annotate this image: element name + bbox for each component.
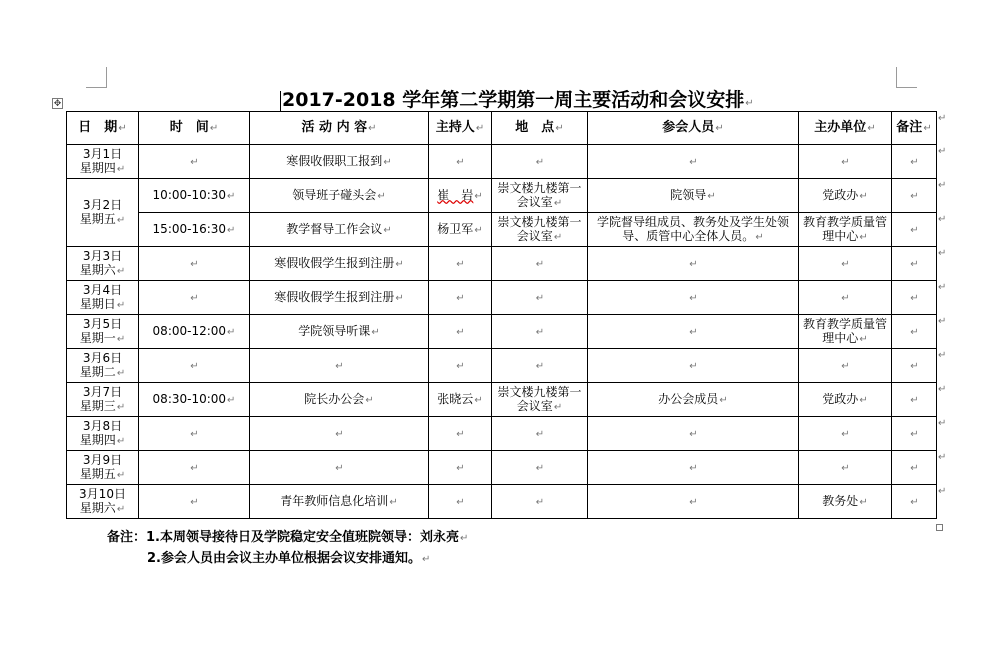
cell-end-mark-icon: ↵ (377, 190, 386, 202)
note-line-2-text: 2.参会人员由会议主办单位根据会议安排通知。 (147, 551, 421, 566)
host-cell[interactable] (429, 179, 492, 213)
cell-end-mark-icon: ↵ (859, 333, 868, 345)
time-cell[interactable] (139, 247, 250, 281)
table-row (67, 485, 937, 519)
organizer-cell[interactable] (799, 247, 892, 281)
weekday-text: 星期五 (79, 466, 116, 481)
weekday-text: 星期二 (79, 364, 116, 379)
cell-end-mark-icon: ↵ (190, 292, 199, 304)
date-text: 3月8日 (82, 418, 123, 433)
cell-end-mark-icon: ↵ (910, 292, 919, 304)
cell-end-mark-icon: ↵ (383, 224, 392, 236)
cell-end-mark-icon: ↵ (689, 496, 698, 508)
date-text: 3月4日 (82, 282, 123, 297)
document-title (280, 88, 754, 112)
cell-end-mark-icon: ↵ (689, 258, 698, 270)
table-row (67, 281, 937, 315)
remark-cell[interactable] (892, 213, 937, 247)
time-cell[interactable]: 08:30-10:00↵ (139, 383, 250, 417)
cell-end-mark-icon: ↵ (910, 224, 919, 236)
cell-end-mark-icon: ↵ (116, 367, 126, 379)
cell-end-mark-icon: ↵ (689, 156, 698, 168)
cell-end-mark-icon: ↵ (190, 258, 199, 270)
page-corner-top-left (86, 67, 107, 88)
attendees-cell[interactable]: 院领导↵ (588, 179, 799, 213)
activity-cell[interactable]: 寒假收假学生报到注册↵ (250, 281, 429, 315)
table-row (67, 213, 937, 247)
cell-end-mark-icon: ↵ (867, 122, 876, 134)
cell-end-mark-icon: ↵ (535, 462, 545, 474)
attendees-cell[interactable] (588, 145, 799, 179)
cell-end-mark-icon: ↵ (395, 292, 404, 304)
place-cell[interactable] (492, 349, 588, 383)
schedule-table (66, 111, 937, 519)
remark-cell[interactable] (892, 179, 937, 213)
cell-end-mark-icon: ↵ (535, 258, 545, 270)
place-cell[interactable] (492, 451, 588, 485)
cell-end-mark-icon: ↵ (227, 326, 236, 338)
remark-cell[interactable] (892, 281, 937, 315)
organizer-cell[interactable] (799, 451, 892, 485)
place-cell[interactable] (492, 485, 588, 519)
cell-end-mark-icon: ↵ (689, 462, 698, 474)
cell-end-mark-icon: ↵ (116, 265, 126, 277)
note-line-1 (107, 528, 468, 549)
table-row (67, 315, 937, 349)
place-cell[interactable] (492, 281, 588, 315)
organizer-cell[interactable] (799, 145, 892, 179)
organizer-cell[interactable]: 教育教学质量管理中心↵ (799, 213, 892, 247)
text-cursor (280, 91, 281, 111)
cell-end-mark-icon: ↵ (841, 360, 850, 372)
header-attendees: 参会人员↵ (588, 112, 799, 145)
row-end-mark-icon: ↵ (938, 180, 947, 191)
row-end-mark-icon: ↵ (938, 248, 947, 259)
attendees-cell[interactable] (588, 281, 799, 315)
cell-end-mark-icon: ↵ (715, 122, 724, 134)
cell-end-mark-icon: ↵ (335, 428, 344, 440)
host-cell[interactable] (429, 451, 492, 485)
date-cell[interactable] (67, 485, 139, 519)
row-end-mark-icon: ↵ (938, 452, 947, 463)
cell-end-mark-icon: ↵ (689, 428, 698, 440)
place-cell[interactable] (492, 145, 588, 179)
attendees-cell[interactable] (588, 417, 799, 451)
row-end-mark-icon: ↵ (938, 350, 947, 361)
time-cell[interactable] (139, 281, 250, 315)
organizer-cell[interactable] (799, 349, 892, 383)
cell-end-mark-icon: ↵ (227, 394, 236, 406)
row-end-mark-icon: ↵ (938, 282, 947, 293)
remark-cell[interactable] (892, 247, 937, 281)
row-end-mark-icon: ↵ (938, 418, 947, 429)
cell-end-mark-icon: ↵ (116, 163, 126, 175)
date-cell[interactable] (67, 417, 139, 451)
cell-end-mark-icon: ↵ (859, 231, 868, 243)
cell-end-mark-icon: ↵ (474, 190, 483, 202)
cell-end-mark-icon: ↵ (841, 428, 850, 440)
cell-end-mark-icon: ↵ (475, 122, 485, 134)
table-row (67, 247, 937, 281)
cell-end-mark-icon: ↵ (535, 360, 545, 372)
remark-cell[interactable] (892, 417, 937, 451)
remark-cell[interactable] (892, 349, 937, 383)
activity-cell[interactable]: 领导班子碰头会↵ (250, 179, 429, 213)
organizer-cell[interactable]: 教育教学质量管理中心↵ (799, 315, 892, 349)
weekday-text: 星期日 (79, 296, 116, 311)
date-cell[interactable] (67, 179, 139, 247)
row-end-mark-icon: ↵ (938, 486, 947, 497)
row-end-mark-icon: ↵ (938, 146, 947, 157)
cell-end-mark-icon: ↵ (190, 428, 199, 440)
cell-end-mark-icon: ↵ (910, 496, 919, 508)
organizer-cell[interactable]: 教务处↵ (799, 485, 892, 519)
cell-end-mark-icon: ↵ (555, 122, 564, 134)
activity-cell[interactable]: 寒假收假职工报到↵ (250, 145, 429, 179)
cell-end-mark-icon: ↵ (116, 469, 126, 481)
weekday-text: 星期三 (79, 398, 116, 413)
weekday-text: 星期一 (79, 330, 116, 345)
date-cell[interactable] (67, 247, 139, 281)
time-cell[interactable] (139, 349, 250, 383)
activity-cell[interactable]: 教学督导工作会议↵ (250, 213, 429, 247)
cell-end-mark-icon: ↵ (190, 462, 199, 474)
cell-end-mark-icon: ↵ (910, 462, 919, 474)
cell-end-mark-icon: ↵ (474, 394, 483, 406)
date-text: 3月3日 (82, 248, 123, 263)
header-time: 时 间↵ (139, 112, 250, 145)
date-cell[interactable] (67, 145, 139, 179)
weekday-text: 星期四 (79, 160, 116, 175)
cell-end-mark-icon: ↵ (456, 462, 465, 474)
note-line-1-text: 备注：1.本周领导接待日及学院稳定安全值班院领导：刘永亮 (107, 530, 459, 545)
weekday-text: 星期四 (79, 432, 116, 447)
place-cell[interactable] (492, 315, 588, 349)
cell-end-mark-icon: ↵ (910, 394, 919, 406)
date-text: 3月10日 (79, 486, 126, 501)
row-end-mark-icon: ↵ (938, 113, 947, 124)
cell-end-mark-icon: ↵ (116, 333, 126, 345)
place-cell[interactable]: 崇文楼九楼第一会议室↵ (492, 213, 588, 247)
attendees-cell[interactable] (588, 349, 799, 383)
date-text: 3月9日 (82, 452, 123, 467)
cell-end-mark-icon: ↵ (227, 224, 236, 236)
remark-cell[interactable] (892, 451, 937, 485)
host-cell[interactable] (429, 281, 492, 315)
header-activity: 活 动 内 容↵ (250, 112, 429, 145)
cell-end-mark-icon: ↵ (535, 156, 545, 168)
organizer-cell[interactable] (799, 417, 892, 451)
cell-end-mark-icon: ↵ (227, 190, 236, 202)
cell-end-mark-icon: ↵ (535, 326, 545, 338)
activity-cell[interactable]: 学院领导听课↵ (250, 315, 429, 349)
row-end-mark-icon: ↵ (938, 316, 947, 327)
cell-end-mark-icon: ↵ (456, 360, 465, 372)
cell-end-mark-icon: ↵ (910, 428, 919, 440)
cell-end-mark-icon: ↵ (535, 428, 545, 440)
host-cell[interactable]: 张晓云↵ (429, 383, 492, 417)
cell-end-mark-icon: ↵ (841, 462, 850, 474)
header-remark: 备注↵ (892, 112, 937, 145)
cell-end-mark-icon: ↵ (209, 122, 219, 134)
host-cell[interactable] (429, 349, 492, 383)
cell-end-mark-icon: ↵ (689, 326, 698, 338)
cell-end-mark-icon: ↵ (371, 326, 380, 338)
cell-end-mark-icon: ↵ (335, 462, 344, 474)
cell-end-mark-icon: ↵ (190, 360, 199, 372)
cell-end-mark-icon: ↵ (335, 360, 344, 372)
host-cell[interactable] (429, 485, 492, 519)
cell-end-mark-icon: ↵ (116, 401, 126, 413)
activity-cell[interactable]: 寒假收假学生报到注册↵ (250, 247, 429, 281)
cell-end-mark-icon: ↵ (535, 292, 545, 304)
time-cell[interactable]: 08:00-12:00↵ (139, 315, 250, 349)
cell-end-mark-icon: ↵ (456, 258, 465, 270)
cell-end-mark-icon: ↵ (365, 394, 374, 406)
table-row (67, 451, 937, 485)
remark-cell[interactable] (892, 315, 937, 349)
page-corner-top-right (896, 67, 917, 88)
activity-cell[interactable] (250, 349, 429, 383)
weekday-text: 星期五 (79, 211, 116, 226)
cell-end-mark-icon: ↵ (910, 326, 919, 338)
notes-block (107, 528, 468, 570)
table-row (67, 179, 937, 213)
header-date: 日 期↵ (67, 112, 139, 145)
cell-end-mark-icon: ↵ (116, 299, 126, 311)
header-host: 主持人↵ (429, 112, 492, 145)
weekday-text: 星期六 (79, 500, 116, 515)
cell-end-mark-icon: ↵ (841, 292, 850, 304)
date-text: 3月6日 (82, 350, 123, 365)
row-end-mark-icon: ↵ (938, 214, 947, 225)
organizer-cell[interactable] (799, 281, 892, 315)
table-row (67, 145, 937, 179)
table-row (67, 349, 937, 383)
host-cell[interactable] (429, 315, 492, 349)
date-cell[interactable] (67, 315, 139, 349)
date-text: 3月5日 (82, 316, 123, 331)
activity-cell[interactable] (250, 451, 429, 485)
weekday-text: 星期六 (79, 262, 116, 277)
cell-end-mark-icon: ↵ (910, 190, 919, 202)
organizer-cell[interactable]: 党政办↵ (799, 383, 892, 417)
time-cell[interactable]: 10:00-10:30↵ (139, 179, 250, 213)
cell-end-mark-icon: ↵ (923, 122, 932, 134)
remark-cell[interactable] (892, 383, 937, 417)
cell-end-mark-icon: ↵ (456, 496, 465, 508)
attendees-cell[interactable] (588, 485, 799, 519)
activity-cell[interactable]: 院长办公会↵ (250, 383, 429, 417)
time-cell[interactable] (139, 451, 250, 485)
cell-end-mark-icon: ↵ (368, 122, 377, 134)
activity-cell[interactable]: 青年教师信息化培训↵ (250, 485, 429, 519)
date-cell[interactable] (67, 383, 139, 417)
cell-end-mark-icon: ↵ (859, 496, 868, 508)
title-text: 2017-2018 学年第二学期第一周主要活动和会议安排 (282, 89, 745, 111)
cell-end-mark-icon: ↵ (118, 122, 127, 134)
cell-end-mark-icon: ↵ (689, 292, 698, 304)
cell-end-mark-icon: ↵ (841, 258, 850, 270)
cell-end-mark-icon: ↵ (395, 258, 404, 270)
organizer-cell[interactable]: 党政办↵ (799, 179, 892, 213)
cell-end-mark-icon: ↵ (383, 156, 392, 168)
activity-cell[interactable] (250, 417, 429, 451)
table-row (67, 383, 937, 417)
time-cell[interactable]: 15:00-16:30↵ (139, 213, 250, 247)
cell-end-mark-icon: ↵ (755, 231, 764, 243)
place-cell[interactable] (492, 247, 588, 281)
cell-end-mark-icon: ↵ (190, 156, 199, 168)
paragraph-mark-icon: ↵ (459, 533, 469, 544)
place-cell[interactable]: 崇文楼九楼第一会议室↵ (492, 179, 588, 213)
row-end-mark-icon: ↵ (938, 384, 947, 395)
date-text: 3月2日 (82, 197, 123, 212)
host-cell[interactable] (429, 417, 492, 451)
attendees-cell[interactable] (588, 247, 799, 281)
cell-end-mark-icon: ↵ (456, 326, 465, 338)
cell-end-mark-icon: ↵ (859, 394, 868, 406)
cell-end-mark-icon: ↵ (553, 197, 563, 209)
note-line-2 (107, 549, 468, 570)
cell-end-mark-icon: ↵ (859, 190, 868, 202)
cell-end-mark-icon: ↵ (553, 401, 563, 413)
cell-end-mark-icon: ↵ (389, 496, 398, 508)
remark-cell[interactable] (892, 485, 937, 519)
cell-end-mark-icon: ↵ (535, 496, 545, 508)
place-cell[interactable]: 崇文楼九楼第一会议室↵ (492, 383, 588, 417)
attendees-cell[interactable]: 办公会成员↵ (588, 383, 799, 417)
cell-end-mark-icon: ↵ (456, 156, 465, 168)
time-cell[interactable] (139, 485, 250, 519)
cell-end-mark-icon: ↵ (456, 428, 465, 440)
date-cell[interactable] (67, 281, 139, 315)
cell-end-mark-icon: ↵ (910, 360, 919, 372)
cell-end-mark-icon: ↵ (910, 156, 919, 168)
cell-end-mark-icon: ↵ (841, 156, 850, 168)
time-cell[interactable] (139, 417, 250, 451)
header-row (67, 112, 937, 145)
attendees-cell[interactable]: 学院督导组成员、教务处及学生处领导、质管中心全体人员。↵ (588, 213, 799, 247)
cell-end-mark-icon: ↵ (553, 231, 563, 243)
place-cell[interactable] (492, 417, 588, 451)
date-text: 3月7日 (82, 384, 123, 399)
time-cell[interactable] (139, 145, 250, 179)
cell-end-mark-icon: ↵ (116, 214, 126, 226)
date-cell[interactable] (67, 349, 139, 383)
date-text: 3月1日 (82, 146, 123, 161)
table-move-handle-icon[interactable]: ✥ (53, 99, 62, 109)
cell-end-mark-icon: ↵ (456, 292, 465, 304)
table-row (67, 417, 937, 451)
attendees-cell[interactable] (588, 315, 799, 349)
paragraph-mark-icon: ↵ (421, 554, 431, 565)
paragraph-mark-icon: ↵ (745, 98, 754, 109)
cell-end-mark-icon: ↵ (116, 503, 126, 515)
remark-cell[interactable] (892, 145, 937, 179)
host-cell[interactable] (429, 247, 492, 281)
host-cell[interactable] (429, 145, 492, 179)
cell-end-mark-icon: ↵ (474, 224, 483, 236)
cell-end-mark-icon: ↵ (689, 360, 698, 372)
attendees-cell[interactable] (588, 451, 799, 485)
date-cell[interactable] (67, 451, 139, 485)
cell-end-mark-icon: ↵ (190, 496, 199, 508)
header-place: 地 点↵ (492, 112, 588, 145)
host-cell[interactable]: 杨卫军↵ (429, 213, 492, 247)
cell-end-mark-icon: ↵ (910, 258, 919, 270)
cell-end-mark-icon: ↵ (116, 435, 126, 447)
cell-end-mark-icon: ↵ (719, 394, 728, 406)
header-organizer: 主办单位↵ (799, 112, 892, 145)
cell-end-mark-icon: ↵ (707, 190, 716, 202)
table-resize-handle[interactable] (936, 524, 943, 531)
host-text: 崔 岩 (437, 187, 474, 202)
